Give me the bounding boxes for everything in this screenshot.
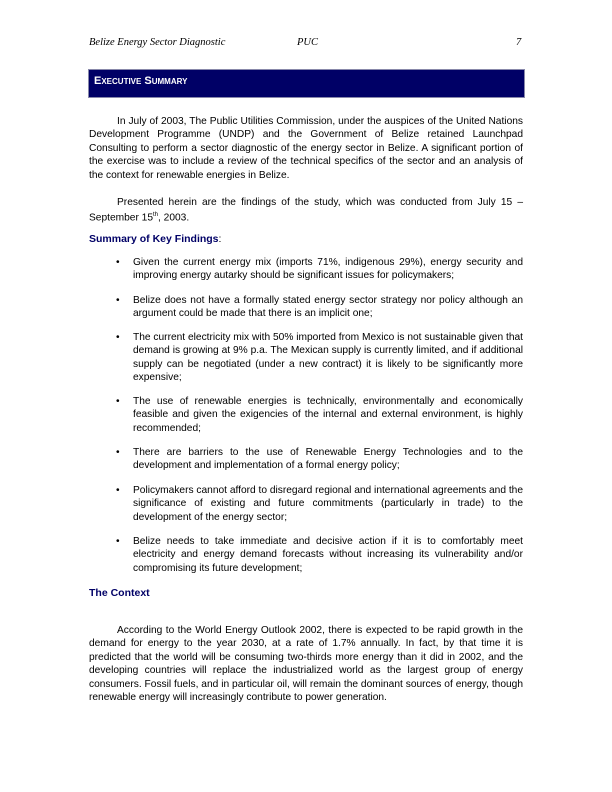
bullet-icon: • [116,485,120,496]
header-org: PUC [297,37,318,48]
list-item-text: The use of renewable energies is technically, environmentally and economically feasible and given the exigencies of the internal and external environment, is highly recommended; [133,396,523,434]
bullet-icon: • [116,257,120,268]
bullet-icon: • [116,536,120,547]
list-item [116,484,523,524]
header-title: Belize Energy Sector Diagnostic [89,37,226,48]
section-title-bar [88,69,525,98]
context-heading: The Context [89,587,150,599]
bullet-icon: • [116,396,120,407]
heading-text: Summary of Key Findings [89,233,219,245]
page-number: 7 [516,37,522,48]
list-item-text: Given the current energy mix (imports 71%, indigenous 29%), energy security and improving energy autarky should be significant issues for policymakers; [133,257,523,282]
bullet-icon: • [116,447,120,458]
intro-paragraph-2 [89,196,523,225]
text: Presented herein are the findings of the study, which was conducted from July 15 – September 15 [89,197,523,224]
list-item-text: Policymakers cannot afford to disregard regional and international agreements and the significance of existing and future commitments (particularly in trade) to the development of the energy sector; [133,485,524,523]
list-item [116,446,523,473]
list-item-text: The current electricity mix with 50% imported from Mexico is not sustainable given that demand is growing at 9% p.a. The Mexican supply is currently limited, and if additional supply can be negotiated (under a new contract) it is likely to be significantly more expensive; [133,332,523,384]
superscript: th [153,212,159,219]
bullet-icon: • [116,332,120,343]
colon: : [218,233,222,245]
bullet-icon: • [116,295,120,306]
list-item [116,256,523,283]
list-item-text: There are barriers to the use of Renewable Energy Technologies and to the development and implementation of a formal energy policy; [133,447,523,472]
text: , 2003. [158,212,190,224]
list-item-text: Belize does not have a formally stated energy sector strategy nor policy although an argument could be made that there is an implicit one; [133,295,523,320]
section-title: Executive Summary [94,75,188,87]
context-paragraph: According to the World Energy Outlook 2002, there is expected to be rapid growth in the demand for energy to the year 2030, at a rate of 1.7% annually. In fact, by that time it is predicted that the world will be consuming two-thirds more energy than it did in 2002, and the developing countries will replace the industrialized world as the largest group of energy consumers. Fossil fuels, and in particular oil, will remain the dominant sources of energy, though renewable energy will increasingly contribute to power generation. [89,625,523,704]
intro-paragraph: In July of 2003, The Public Utilities Commission, under the auspices of the United Nations Development Programme (UNDP) and the Government of Belize retained Launchpad Consulting to perform a sector diagnostic of the energy sector in Belize. A significant portion of the exercise was to include a review of the technical specifics of the sector and an analysis of the context for renewable energies in Belize. [89,116,523,181]
list-item [116,395,523,435]
list-item [116,535,523,575]
list-item [116,331,523,385]
findings-heading [89,233,221,245]
list-item [116,294,523,321]
list-item-text: Belize needs to take immediate and decisive action if it is to comfortably meet electricity and energy demand forecasts without increasing its vulnerability and/or compromising its future development; [133,536,523,574]
